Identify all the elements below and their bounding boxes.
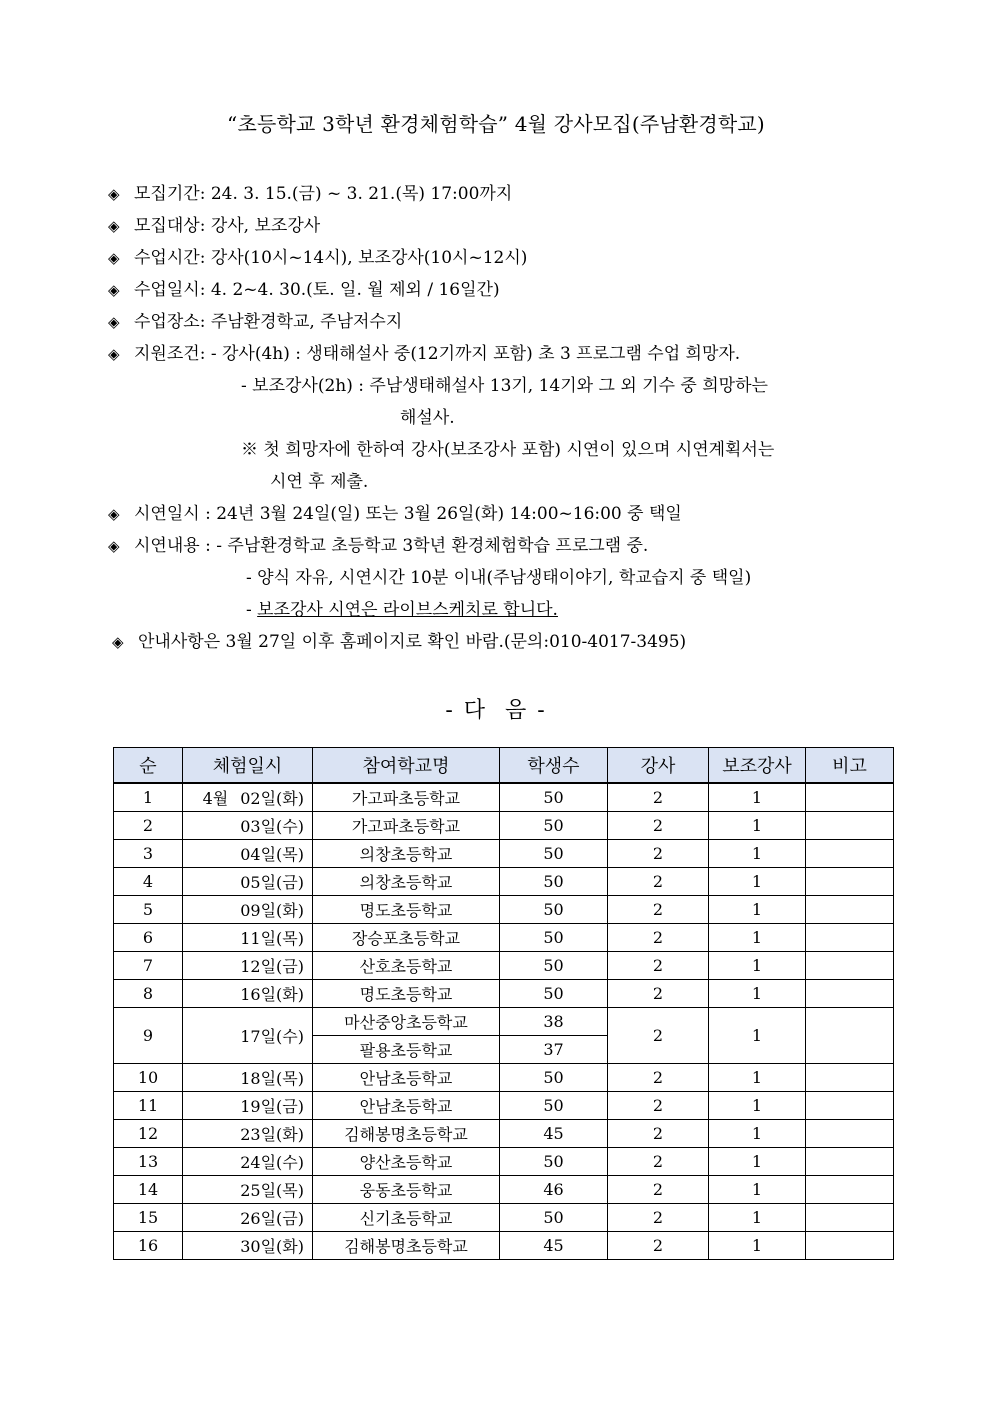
header-school: 참여학교명 <box>313 748 500 784</box>
cell-date: 19일(금) <box>183 1092 313 1120</box>
table-row <box>114 1064 894 1092</box>
cell-school: 웅동초등학교 <box>313 1176 500 1204</box>
info-text: 안내사항은 3월 27일 이후 홈페이지로 확인 바람.(문의:010-4017-3495) <box>138 632 687 652</box>
cell-students: 50 <box>500 812 608 840</box>
cell-month: 4월 <box>202 789 229 808</box>
cell-no: 16 <box>114 1232 183 1260</box>
cell-note <box>806 1232 894 1260</box>
cell-no: 1 <box>114 783 183 812</box>
info-recruit-target <box>108 210 908 242</box>
cell-assistant: 1 <box>709 980 806 1008</box>
cell-school: 가고파초등학교 <box>313 812 500 840</box>
cell-assistant: 1 <box>709 1064 806 1092</box>
cell-note <box>806 952 894 980</box>
info-text: 강사(10시~14시), 보조강사(10시~12시) <box>210 248 528 268</box>
cell-instructor: 2 <box>608 896 709 924</box>
cell-assistant: 1 <box>709 1176 806 1204</box>
cell-instructor: 2 <box>608 1148 709 1176</box>
info-text: : 24년 3월 24일(일) 또는 3월 26일(화) 14:00~16:00 중 택일 <box>205 504 682 524</box>
cell-assistant: 1 <box>709 812 806 840</box>
demo-content-line3 <box>108 594 908 626</box>
cell-date: 11일(목) <box>183 924 313 952</box>
cell-note <box>806 896 894 924</box>
cell-instructor: 2 <box>608 1204 709 1232</box>
cell-date: 24일(수) <box>183 1148 313 1176</box>
cell-assistant: 1 <box>709 783 806 812</box>
cell-assistant: 1 <box>709 924 806 952</box>
cell-assistant: 1 <box>709 1120 806 1148</box>
cell-students: 37 <box>500 1036 608 1064</box>
cell-students: 50 <box>500 868 608 896</box>
cell-students: 46 <box>500 1176 608 1204</box>
cell-note <box>806 1120 894 1148</box>
cell-school: 팔용초등학교 <box>313 1036 500 1064</box>
cell-day: 02일(화) <box>240 789 304 808</box>
info-demo-content <box>108 530 908 562</box>
cell-instructor: 2 <box>608 1092 709 1120</box>
cell-note <box>806 1204 894 1232</box>
cell-assistant: 1 <box>709 1204 806 1232</box>
cell-no: 6 <box>114 924 183 952</box>
info-label: 수업장소: <box>134 312 206 332</box>
demo-content-underlined: 보조강사 시연은 라이브스케치로 합니다. <box>257 600 558 620</box>
cell-date: 12일(금) <box>183 952 313 980</box>
cell-school: 명도초등학교 <box>313 896 500 924</box>
cell-students: 50 <box>500 952 608 980</box>
demo-content-line2: - 양식 자유, 시연시간 10분 이내(주남생태이야기, 학교습지 중 택일) <box>246 568 752 588</box>
cell-assistant: 1 <box>709 952 806 980</box>
info-class-time <box>108 242 908 274</box>
cell-date: 18일(목) <box>183 1064 313 1092</box>
cell-school: 마산중앙초등학교 <box>313 1008 500 1036</box>
cell-no: 10 <box>114 1064 183 1092</box>
cell-students: 50 <box>500 1064 608 1092</box>
table-row <box>114 1008 894 1036</box>
table-row <box>114 952 894 980</box>
cell-school: 양산초등학교 <box>313 1148 500 1176</box>
cell-school: 신기초등학교 <box>313 1204 500 1232</box>
cell-school: 김해봉명초등학교 <box>313 1120 500 1148</box>
cell-school: 산호초등학교 <box>313 952 500 980</box>
cell-date: 26일(금) <box>183 1204 313 1232</box>
cell-note <box>806 1064 894 1092</box>
cell-students: 50 <box>500 1092 608 1120</box>
table-row <box>114 812 894 840</box>
info-recruit-period <box>108 178 908 210</box>
info-text: 4. 2~4. 30.(토. 일. 월 제외 / 16일간) <box>210 280 500 300</box>
condition-assistant-line2: 해설사. <box>400 408 455 428</box>
diamond-bullet-icon: ◈ <box>108 345 120 363</box>
table-header-row <box>114 748 894 784</box>
cell-note <box>806 1008 894 1064</box>
cell-instructor: 2 <box>608 1232 709 1260</box>
cell-assistant: 1 <box>709 896 806 924</box>
info-label: 시연내용 <box>134 536 200 556</box>
cell-note <box>806 812 894 840</box>
cell-date: 25일(목) <box>183 1176 313 1204</box>
cell-date: 17일(수) <box>183 1008 313 1064</box>
cell-school: 의창초등학교 <box>313 840 500 868</box>
cell-no: 13 <box>114 1148 183 1176</box>
info-label: 수업시간: <box>134 248 206 268</box>
diamond-bullet-icon: ◈ <box>108 217 120 235</box>
table-row <box>114 868 894 896</box>
header-students: 학생수 <box>500 748 608 784</box>
info-label: 모집기간: <box>134 184 206 204</box>
cell-students: 50 <box>500 924 608 952</box>
condition-note-line1: ※ 첫 희망자에 한하여 강사(보조강사 포함) 시연이 있으며 시연계획서는 <box>241 440 775 460</box>
cell-instructor: 2 <box>608 812 709 840</box>
cell-students: 38 <box>500 1008 608 1036</box>
table-row <box>114 1092 894 1120</box>
recruitment-info <box>108 178 908 658</box>
cell-school: 안남초등학교 <box>313 1064 500 1092</box>
cell-instructor: 2 <box>608 840 709 868</box>
table-row <box>114 924 894 952</box>
cell-instructor: 2 <box>608 1120 709 1148</box>
cell-school: 명도초등학교 <box>313 980 500 1008</box>
cell-note <box>806 980 894 1008</box>
cell-assistant: 1 <box>709 1008 806 1064</box>
cell-note <box>806 1176 894 1204</box>
table-row <box>114 1120 894 1148</box>
table-row <box>114 840 894 868</box>
info-text: 24. 3. 15.(금) ~ 3. 21.(목) 17:00까지 <box>210 184 513 204</box>
cell-school: 장승포초등학교 <box>313 924 500 952</box>
cell-no: 11 <box>114 1092 183 1120</box>
cell-note <box>806 1092 894 1120</box>
cell-students: 45 <box>500 1120 608 1148</box>
table-row <box>114 1148 894 1176</box>
cell-students: 50 <box>500 980 608 1008</box>
section-heading: - 다 음 - <box>445 698 547 723</box>
cell-assistant: 1 <box>709 1092 806 1120</box>
diamond-bullet-icon: ◈ <box>108 313 120 331</box>
info-text: - 강사(4h) : 생태해설사 중(12기까지 포함) 초 3 프로그램 수업 희망자. <box>210 344 741 364</box>
cell-students: 50 <box>500 840 608 868</box>
cell-instructor: 2 <box>608 1008 709 1064</box>
cell-date <box>183 783 313 812</box>
diamond-bullet-icon: ◈ <box>108 249 120 267</box>
cell-no: 2 <box>114 812 183 840</box>
diamond-bullet-icon: ◈ <box>112 633 124 651</box>
cell-no: 15 <box>114 1204 183 1232</box>
schedule-table <box>113 747 894 1260</box>
cell-instructor: 2 <box>608 783 709 812</box>
cell-date: 09일(화) <box>183 896 313 924</box>
cell-note <box>806 783 894 812</box>
cell-no: 4 <box>114 868 183 896</box>
table-row <box>114 1204 894 1232</box>
cell-note <box>806 840 894 868</box>
cell-note <box>806 1148 894 1176</box>
cell-date: 05일(금) <box>183 868 313 896</box>
cell-school: 의창초등학교 <box>313 868 500 896</box>
condition-assistant-line1: - 보조강사(2h) : 주남생태해설사 13기, 14기와 그 외 기수 중 희망하는 <box>241 376 768 396</box>
table-row <box>114 783 894 812</box>
table-row <box>114 1232 894 1260</box>
cell-no: 3 <box>114 840 183 868</box>
cell-no: 12 <box>114 1120 183 1148</box>
info-class-dates <box>108 274 908 306</box>
info-class-location <box>108 306 908 338</box>
cell-date: 23일(화) <box>183 1120 313 1148</box>
cell-students: 50 <box>500 1204 608 1232</box>
cell-assistant: 1 <box>709 1148 806 1176</box>
cell-no: 7 <box>114 952 183 980</box>
cell-date: 04일(목) <box>183 840 313 868</box>
cell-instructor: 2 <box>608 1064 709 1092</box>
cell-no: 9 <box>114 1008 183 1064</box>
info-label: 시연일시 <box>134 504 200 524</box>
info-conditions <box>108 338 908 370</box>
cell-date: 30일(화) <box>183 1232 313 1260</box>
cell-instructor: 2 <box>608 952 709 980</box>
cell-assistant: 1 <box>709 1232 806 1260</box>
info-demo-date <box>108 498 908 530</box>
diamond-bullet-icon: ◈ <box>108 537 120 555</box>
info-label: 모집대상: <box>134 216 206 236</box>
condition-note-line2: 시연 후 제출. <box>270 472 369 492</box>
cell-students: 50 <box>500 1148 608 1176</box>
header-note: 비고 <box>806 748 894 784</box>
header-date: 체험일시 <box>183 748 313 784</box>
cell-no: 14 <box>114 1176 183 1204</box>
header-no: 순 <box>114 748 183 784</box>
header-instructor: 강사 <box>608 748 709 784</box>
cell-students: 45 <box>500 1232 608 1260</box>
cell-assistant: 1 <box>709 840 806 868</box>
document-title: “초등학교 3학년 환경체험학습” 4월 강사모집(주남환경학교) <box>227 112 765 136</box>
cell-students: 50 <box>500 783 608 812</box>
cell-assistant: 1 <box>709 868 806 896</box>
info-label: 수업일시: <box>134 280 206 300</box>
cell-date: 03일(수) <box>183 812 313 840</box>
info-text: 주남환경학교, 주남저수지 <box>210 312 403 332</box>
cell-no: 8 <box>114 980 183 1008</box>
info-text: : - 주남환경학교 초등학교 3학년 환경체험학습 프로그램 중. <box>205 536 649 556</box>
cell-school: 김해봉명초등학교 <box>313 1232 500 1260</box>
cell-instructor: 2 <box>608 924 709 952</box>
cell-students: 50 <box>500 896 608 924</box>
cell-instructor: 2 <box>608 1176 709 1204</box>
cell-school: 가고파초등학교 <box>313 783 500 812</box>
table-row <box>114 980 894 1008</box>
table-row <box>114 896 894 924</box>
cell-no: 5 <box>114 896 183 924</box>
cell-instructor: 2 <box>608 980 709 1008</box>
header-assistant: 보조강사 <box>709 748 806 784</box>
cell-date: 16일(화) <box>183 980 313 1008</box>
diamond-bullet-icon: ◈ <box>108 185 120 203</box>
diamond-bullet-icon: ◈ <box>108 505 120 523</box>
diamond-bullet-icon: ◈ <box>108 281 120 299</box>
info-notice <box>108 626 908 658</box>
info-label: 지원조건: <box>134 344 206 364</box>
cell-instructor: 2 <box>608 868 709 896</box>
table-row <box>114 1176 894 1204</box>
cell-note <box>806 924 894 952</box>
cell-school: 안남초등학교 <box>313 1092 500 1120</box>
cell-note <box>806 868 894 896</box>
demo-content-dash: - <box>246 600 258 620</box>
info-text: 강사, 보조강사 <box>210 216 321 236</box>
